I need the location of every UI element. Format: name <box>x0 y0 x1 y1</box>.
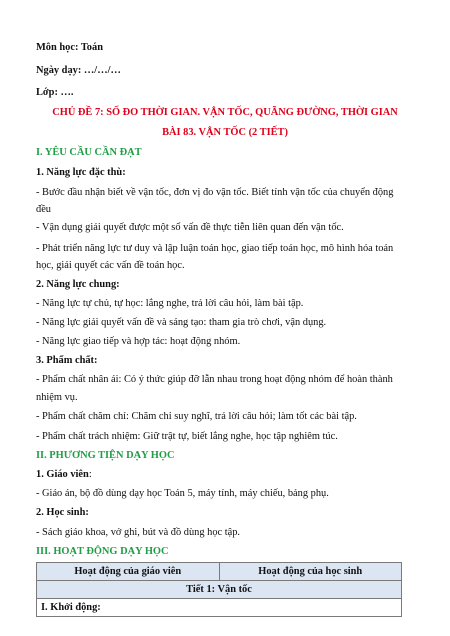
sub3-line: - Phẩm chất nhân ái: Có ý thức giúp đỡ lẫn nhau trong hoạt động nhóm để hoàn thành <box>36 374 393 385</box>
lesson-title: BÀI 83. VẬN TỐC (2 TIẾT) <box>162 127 288 138</box>
table-row <box>37 599 402 617</box>
teacher-title-colon: : <box>88 469 92 480</box>
sub1-line: học, giải quyết các vấn đề toán học. <box>36 260 185 271</box>
sub3-line: nhiệm vụ. <box>36 392 78 403</box>
warmup-row: I. Khởi động: <box>37 599 402 617</box>
sub1-line: - Bước đầu nhận biết về vận tốc, đơn vị đo vận tốc. Biết tính vận tốc của chuyển động <box>36 187 394 198</box>
period-row: Tiết 1: Vận tốc <box>37 581 402 599</box>
teacher-column-header: Hoạt động của giáo viên <box>37 563 220 581</box>
student-title: 2. Học sinh: <box>36 507 89 518</box>
teacher-title <box>36 468 414 481</box>
sub3-line: - Phẩm chất trách nhiệm: Giữ trật tự, biết lắng nghe, học tập nghiêm túc. <box>36 431 338 442</box>
teacher-title-text: 1. Giáo viên <box>36 469 89 480</box>
sub2-title: 2. Năng lực chung: <box>36 279 120 290</box>
subject-line: Môn học: Toán <box>36 42 103 53</box>
activity-table <box>36 562 402 617</box>
table-header-row <box>37 563 402 581</box>
sub1-title: 1. Năng lực đặc thù: <box>36 167 126 178</box>
sub1-line: đều <box>36 204 52 215</box>
sub3-line: - Phẩm chất chăm chỉ: Chăm chỉ suy nghĩ, trả lời câu hỏi; làm tốt các bài tập. <box>36 411 357 422</box>
sub3-title: 3. Phẩm chất: <box>36 355 98 366</box>
sub2-line: - Năng lực giao tiếp và hợp tác: hoạt động nhóm. <box>36 336 241 347</box>
sub2-line: - Năng lực tự chủ, tự học: lắng nghe, trả lời câu hỏi, làm bài tập. <box>36 298 304 309</box>
chapter-title: CHỦ ĐỀ 7: SỐ ĐO THỜI GIAN. VẬN TỐC, QUÃNG ĐƯỜNG, THỜI GIAN <box>52 107 398 118</box>
student-column-header: Hoạt động của học sinh <box>219 563 402 581</box>
sub1-line: - Vận dụng giải quyết được một số vấn đề thực tiễn liên quan đến vận tốc. <box>36 222 344 233</box>
sub2-line: - Năng lực giải quyết vấn đề và sáng tạo: tham gia trò chơi, vận dụng. <box>36 317 327 328</box>
teacher-line: - Giáo án, bộ đồ dùng dạy học Toán 5, máy tính, máy chiếu, bảng phụ. <box>36 488 329 499</box>
sub1-line: - Phát triển năng lực tư duy và lập luận toán học, giao tiếp toán học, mô hình hóa toán <box>36 243 394 254</box>
class-line: Lớp: …. <box>36 87 74 98</box>
section3-heading: III. HOẠT ĐỘNG DẠY HỌC <box>36 546 169 557</box>
section1-heading: I. YÊU CẦU CẦN ĐẠT <box>36 147 142 158</box>
table-row <box>37 581 402 599</box>
date-line: Ngày dạy: …/…/… <box>36 65 121 76</box>
section2-heading: II. PHƯƠNG TIỆN DẠY HỌC <box>36 450 175 461</box>
student-line: - Sách giáo khoa, vở ghi, bút và đồ dùng học tập. <box>36 527 241 538</box>
